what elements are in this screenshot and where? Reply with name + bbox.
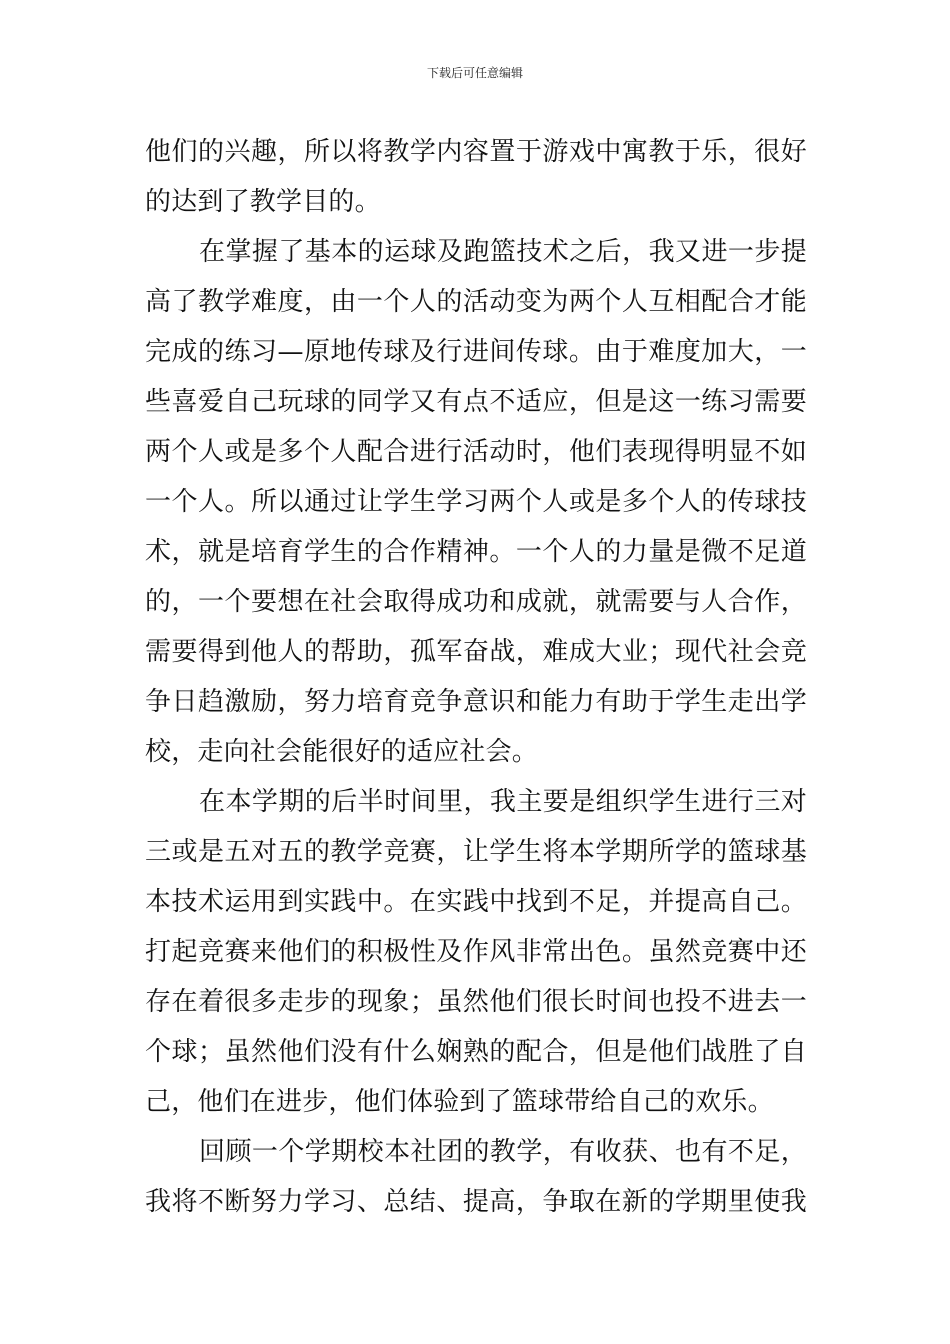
text-line: 存在着很多走步的现象；虽然他们很长时间也投不进去一 (145, 987, 807, 1017)
paragraph-first-line: 在本学期的后半时间里，我主要是组织学生进行三对 (199, 787, 807, 817)
paragraph-first-line: 在掌握了基本的运球及跑篮技术之后，我又进一步提 (199, 237, 807, 267)
text-line: 己，他们在进步，他们体验到了篮球带给自己的欢乐。 (145, 1087, 774, 1117)
text-line: 完成的练习—原地传球及行进间传球。由于难度加大，一 (145, 337, 807, 367)
text-line: 三或是五对五的教学竞赛，让学生将本学期所学的篮球基 (145, 837, 807, 867)
text-line: 他们的兴趣，所以将教学内容置于游戏中寓教于乐，很好 (145, 137, 807, 167)
text-line: 两个人或是多个人配合进行活动时，他们表现得明显不如 (145, 437, 807, 467)
paragraph-first-line: 回顾一个学期校本社团的教学，有收获、也有不足， (199, 1137, 807, 1167)
text-line: 我将不断努力学习、总结、提高，争取在新的学期里使我 (145, 1187, 807, 1217)
page-header: 下载后可任意编辑 (426, 66, 523, 80)
text-line: 争日趋激励，努力培育竞争意识和能力有助于学生走出学 (145, 687, 807, 717)
document-body (145, 127, 807, 1227)
text-line: 一个人。所以通过让学生学习两个人或是多个人的传球技 (145, 487, 807, 517)
text-line: 高了教学难度，由一个人的活动变为两个人互相配合才能 (145, 287, 807, 317)
text-line: 本技术运用到实践中。在实践中找到不足，并提高自己。 (145, 887, 807, 917)
text-line: 的，一个要想在社会取得成功和成就，就需要与人合作， (145, 587, 807, 617)
text-line: 需要得到他人的帮助，孤军奋战，难成大业；现代社会竞 (145, 637, 807, 667)
text-line: 术，就是培育学生的合作精神。一个人的力量是微不足道 (145, 537, 807, 567)
text-line: 打起竞赛来他们的积极性及作风非常出色。虽然竞赛中还 (145, 937, 807, 967)
text-line: 的达到了教学目的。 (145, 187, 381, 217)
text-line: 个球；虽然他们没有什么娴熟的配合，但是他们战胜了自 (145, 1037, 807, 1067)
text-line: 校，走向社会能很好的适应社会。 (145, 737, 539, 767)
text-line: 些喜爱自己玩球的同学又有点不适应，但是这一练习需要 (145, 387, 807, 417)
